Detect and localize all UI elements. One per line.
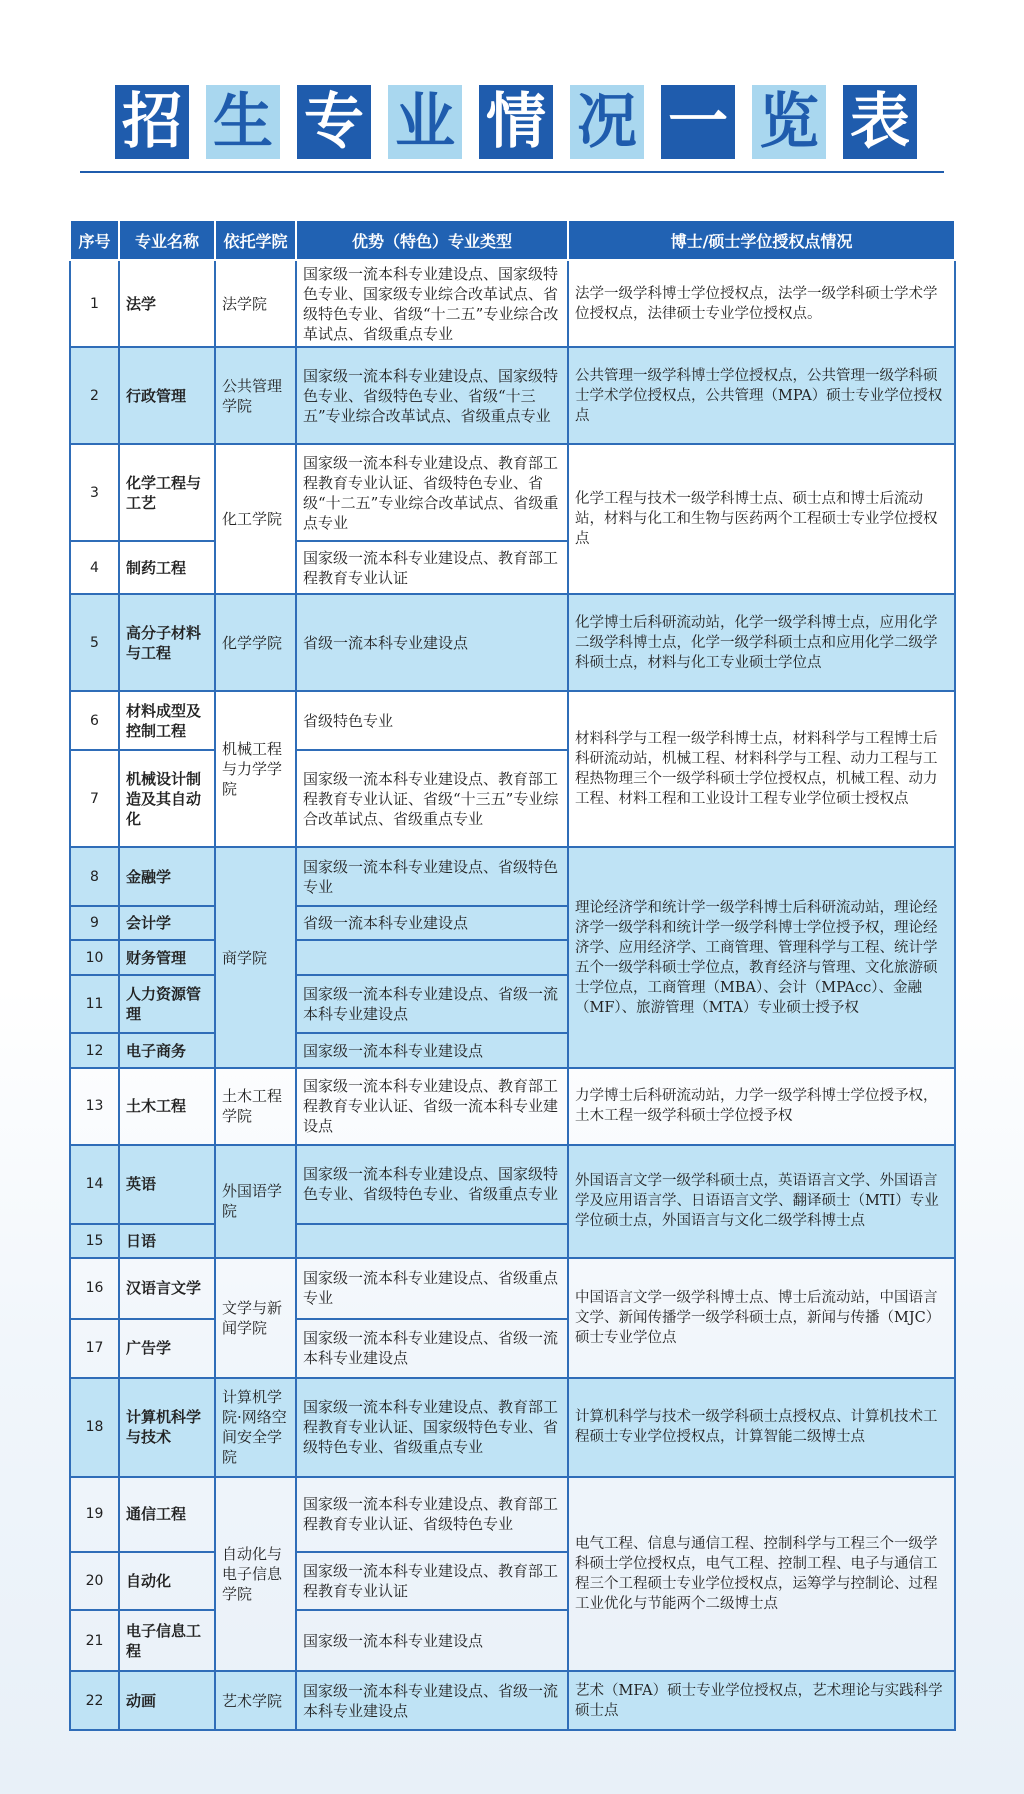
row-index: 11 (70, 975, 119, 1034)
major-name: 会计学 (119, 906, 215, 940)
row-index: 21 (70, 1610, 119, 1671)
row-index: 4 (70, 541, 119, 594)
major-type: 国家级一流本科专业建设点、教育部工程教育专业认证、国家级特色专业、省级特色专业、省级重点专业 (296, 1378, 568, 1477)
degree-authorization: 理论经济学和统计学一级学科博士后科研流动站，理论经济学一级学科和统计学一级学科博士学位授予权，理论经济学、应用经济学、工商管理、管理科学与工程、统计学五个一级学科硕士学位点，教育经济与管理、文化旅游硕士学位点，工商管理（MBA）、会计（MPAcc）、金融（MF）、旅游管理（MTA）专业硕士授予权 (568, 847, 955, 1068)
major-type: 国家级一流本科专业建设点、省级重点专业 (296, 1258, 568, 1319)
table-row (70, 444, 955, 541)
college-name: 机械工程与力学学院 (215, 691, 296, 847)
major-type (296, 1224, 568, 1258)
table-row (70, 1258, 955, 1319)
degree-authorization: 艺术（MFA）硕士专业学位授权点，艺术理论与实践科学硕士点 (568, 1671, 955, 1730)
college-name: 计算机学院·网络空间安全学院 (215, 1378, 296, 1477)
row-index: 14 (70, 1145, 119, 1224)
row-index: 20 (70, 1552, 119, 1611)
row-index: 3 (70, 444, 119, 541)
major-name: 动画 (119, 1671, 215, 1730)
degree-authorization: 力学博士后科研流动站，力学一级学科博士学位授予权，土木工程一级学科硕士学位授予权 (568, 1068, 955, 1145)
title-char: 表 (843, 85, 917, 159)
table-row (70, 1671, 955, 1730)
major-type: 省级一流本科专业建设点 (296, 906, 568, 940)
major-name: 计算机科学与技术 (119, 1378, 215, 1477)
major-type: 国家级一流本科专业建设点、教育部工程教育专业认证、省级特色专业 (296, 1477, 568, 1552)
major-type: 国家级一流本科专业建设点、国家级特色专业、省级特色专业、省级重点专业 (296, 1145, 568, 1224)
major-type: 省级一流本科专业建设点 (296, 594, 568, 691)
college-name: 化工学院 (215, 444, 296, 594)
degree-authorization: 外国语言文学一级学科硕士点，英语语言文学、外国语言学及应用语言学、日语语言文学、翻译硕士（MTI）专业学位硕士点，外国语言与文化二级学科博士点 (568, 1145, 955, 1258)
row-index: 9 (70, 906, 119, 940)
college-name: 艺术学院 (215, 1671, 296, 1730)
major-name: 材料成型及控制工程 (119, 691, 215, 750)
major-type: 国家级一流本科专业建设点、教育部工程教育专业认证、省级一流本科专业建设点 (296, 1068, 568, 1145)
title-row (115, 85, 917, 159)
row-index: 15 (70, 1224, 119, 1258)
table-row (70, 260, 955, 347)
major-name: 汉语言文学 (119, 1258, 215, 1319)
major-type: 国家级一流本科专业建设点、省级一流本科专业建设点 (296, 1319, 568, 1378)
degree-authorization: 法学一级学科博士学位授权点，法学一级学科硕士学术学位授权点，法律硕士专业学位授权点。 (568, 260, 955, 347)
header-index: 序号 (70, 220, 119, 260)
degree-authorization: 公共管理一级学科博士学位授权点，公共管理一级学科硕士学术学位授权点，公共管理（MPA）硕士专业学位授权点 (568, 347, 955, 444)
title-char: 览 (752, 85, 826, 159)
major-name: 电子信息工程 (119, 1610, 215, 1671)
major-name: 制药工程 (119, 541, 215, 594)
header-major: 专业名称 (119, 220, 215, 260)
major-name: 高分子材料与工程 (119, 594, 215, 691)
major-type: 国家级一流本科专业建设点 (296, 1033, 568, 1067)
table-row (70, 847, 955, 906)
degree-authorization: 电气工程、信息与通信工程、控制科学与工程三个一级学科硕士学位授权点，电气工程、控制工程、电子与通信工程三个工程硕士专业学位授权点，运筹学与控制论、过程工业优化与节能两个二级博士点 (568, 1477, 955, 1671)
major-name: 财务管理 (119, 940, 215, 974)
title-char: 专 (297, 85, 371, 159)
degree-authorization: 中国语言文学一级学科博士点、博士后流动站，中国语言文学、新闻传播学一级学科硕士点，新闻与传播（MJC）硕士专业学位点 (568, 1258, 955, 1377)
major-name: 通信工程 (119, 1477, 215, 1552)
major-name: 自动化 (119, 1552, 215, 1611)
college-name: 外国语学院 (215, 1145, 296, 1258)
table-row (70, 1145, 955, 1224)
major-name: 英语 (119, 1145, 215, 1224)
title-char: 况 (570, 85, 644, 159)
major-name: 行政管理 (119, 347, 215, 444)
row-index: 19 (70, 1477, 119, 1552)
title-char: 一 (661, 85, 735, 159)
row-index: 8 (70, 847, 119, 906)
header-authorization: 博士/硕士学位授权点情况 (568, 220, 955, 260)
row-index: 13 (70, 1068, 119, 1145)
major-name: 人力资源管理 (119, 975, 215, 1034)
degree-authorization: 化学博士后科研流动站，化学一级学科博士点，应用化学二级学科博士点，化学一级学科硕士点和应用化学二级学科硕士点，材料与化工专业硕士学位点 (568, 594, 955, 691)
major-type: 国家级一流本科专业建设点 (296, 1610, 568, 1671)
row-index: 7 (70, 750, 119, 847)
table-row (70, 691, 955, 750)
college-name: 化学学院 (215, 594, 296, 691)
major-name: 土木工程 (119, 1068, 215, 1145)
major-name: 化学工程与工艺 (119, 444, 215, 541)
row-index: 12 (70, 1033, 119, 1067)
header-type: 优势（特色）专业类型 (296, 220, 568, 260)
college-name: 土木工程学院 (215, 1068, 296, 1145)
title-char: 生 (206, 85, 280, 159)
row-index: 17 (70, 1319, 119, 1378)
college-name: 商学院 (215, 847, 296, 1068)
major-type: 国家级一流本科专业建设点、教育部工程教育专业认证 (296, 541, 568, 594)
major-name: 广告学 (119, 1319, 215, 1378)
major-name: 金融学 (119, 847, 215, 906)
degree-authorization: 化学工程与技术一级学科博士点、硕士点和博士后流动站，材料与化工和生物与医药两个工程硕士专业学位授权点 (568, 444, 955, 594)
college-name: 自动化与电子信息学院 (215, 1477, 296, 1671)
major-type (296, 940, 568, 974)
title-divider (80, 171, 944, 173)
header-college: 依托学院 (215, 220, 296, 260)
title-char: 业 (388, 85, 462, 159)
table-row (70, 1378, 955, 1477)
table-row (70, 1068, 955, 1145)
major-type: 省级特色专业 (296, 691, 568, 750)
row-index: 16 (70, 1258, 119, 1319)
major-type: 国家级一流本科专业建设点、省级一流本科专业建设点 (296, 1671, 568, 1730)
title-char: 招 (115, 85, 189, 159)
degree-authorization: 材料科学与工程一级学科博士点，材料科学与工程博士后科研流动站，机械工程、材料科学与工程、动力工程与工程热物理三个一级学科硕士学位授权点，机械工程、动力工程、材料工程和工业设计工程专业学位硕士授权点 (568, 691, 955, 847)
major-type: 国家级一流本科专业建设点、国家级特色专业、省级特色专业、省级“十三五”专业综合改革试点、省级重点专业 (296, 347, 568, 444)
title-char: 情 (479, 85, 553, 159)
college-name: 公共管理学院 (215, 347, 296, 444)
major-type: 国家级一流本科专业建设点、国家级特色专业、国家级专业综合改革试点、省级特色专业、省级“十二五”专业综合改革试点、省级重点专业 (296, 260, 568, 347)
row-index: 5 (70, 594, 119, 691)
major-type: 国家级一流本科专业建设点、教育部工程教育专业认证、省级特色专业、省级“十二五”专业综合改革试点、省级重点专业 (296, 444, 568, 541)
major-name: 电子商务 (119, 1033, 215, 1067)
table-row (70, 1477, 955, 1552)
row-index: 1 (70, 260, 119, 347)
table-row (70, 594, 955, 691)
major-name: 日语 (119, 1224, 215, 1258)
table-row (70, 347, 955, 444)
major-type: 国家级一流本科专业建设点、省级一流本科专业建设点 (296, 975, 568, 1034)
degree-authorization: 计算机科学与技术一级学科硕士点授权点、计算机技术工程硕士专业学位授权点，计算智能二级博士点 (568, 1378, 955, 1477)
major-type: 国家级一流本科专业建设点、教育部工程教育专业认证 (296, 1552, 568, 1611)
row-index: 18 (70, 1378, 119, 1477)
row-index: 2 (70, 347, 119, 444)
major-name: 法学 (119, 260, 215, 347)
major-type: 国家级一流本科专业建设点、教育部工程教育专业认证、省级“十三五”专业综合改革试点、省级重点专业 (296, 750, 568, 847)
table-header-row (70, 220, 955, 260)
major-type: 国家级一流本科专业建设点、省级特色专业 (296, 847, 568, 906)
row-index: 22 (70, 1671, 119, 1730)
row-index: 10 (70, 940, 119, 974)
row-index: 6 (70, 691, 119, 750)
college-name: 法学院 (215, 260, 296, 347)
major-name: 机械设计制造及其自动化 (119, 750, 215, 847)
college-name: 文学与新闻学院 (215, 1258, 296, 1377)
majors-table (69, 219, 956, 1731)
